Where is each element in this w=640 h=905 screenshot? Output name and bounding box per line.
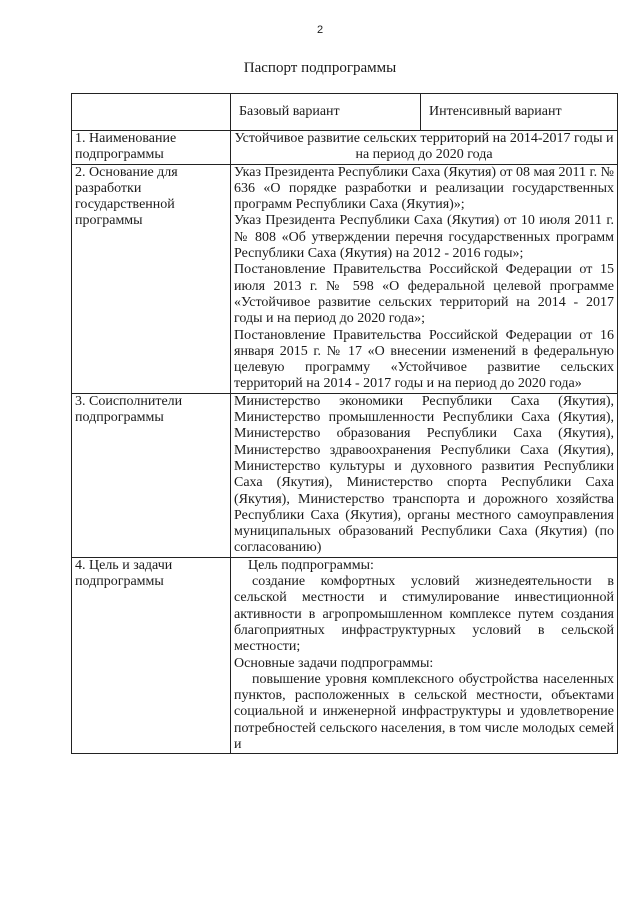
row-label: 3. Соисполнители подпрограммы [72, 393, 231, 557]
content-paragraph: повышение уровня комплексного обустройства населенных пунктов, расположенных в сельской местности, объектами социальной и инженерной инфраструктуры и удовлетворение потребностей сельского населения, в том числе молодых семей и [234, 671, 614, 752]
content-paragraph: Основные задачи подпрограммы: [234, 655, 434, 671]
document-title: Паспорт подпрограммы [243, 60, 397, 76]
content-paragraph: Цель подпрограммы: [248, 557, 374, 573]
table-row-goals [72, 557, 618, 754]
header-cell-base-variant: Базовый вариант [231, 94, 421, 131]
table-row-name [72, 131, 618, 165]
content-paragraph: Указ Президента Республики Саха (Якутия) от 08 мая 2011 г. № 636 «О порядке разработки и реализации государственных программ Республики Саха (Якутия)»; [234, 164, 614, 213]
table-row-basis [72, 164, 618, 393]
header-cell-intensive-variant: Интенсивный вариант [421, 94, 618, 131]
content-paragraph: Устойчивое развитие сельских территорий на 2014-2017 годы и на период до 2020 года [234, 131, 614, 163]
row-label: 2. Основание для разработки государственной программы [72, 164, 231, 393]
page-number: 2 [316, 24, 324, 36]
content-paragraph: Указ Президента Республики Саха (Якутия) от 10 июля 2011 г. № 808 «Об утверждении перечня государственных программ Республики Саха (Якутия) на 2012 - 2016 годы»; [234, 213, 614, 262]
row-content [231, 557, 618, 754]
passport-table [71, 93, 618, 754]
row-content [231, 164, 618, 393]
table-header-row [72, 94, 618, 131]
content-paragraph: создание комфортных условий жизнедеятельности в сельской местности и стимулирование инвестиционной активности в агропромышленном комплексе путем создания благоприятных инфраструктурных условий в сельской местности; [234, 574, 614, 655]
content-paragraph: Министерство экономики Республики Саха (Якутия), Министерство промышленности Республики Саха (Якутия), Министерство образования Республики Саха (Якутия), Министерство здравоохранения Республики Саха (Якутия), Министерство культуры и духовного развития Республики Саха (Якутия), Министерство спорта Республики Саха (Якутия), Министерство транспорта и дорожного хозяйства Республики Саха (Якутия), органы местного самоуправления муниципальных образований Республики Саха (Якутия) (по согласованию) [234, 393, 614, 556]
table-row-co-executors [72, 393, 618, 557]
row-label: 1. Наименование подпрограммы [72, 131, 231, 165]
header-cell-empty [72, 94, 231, 131]
row-content [231, 393, 618, 557]
content-paragraph: Постановление Правительства Российской Федерации от 16 января 2015 г. № 17 «О внесении изменений в федеральную целевую программу «Устойчивое развитие сельских территорий на 2014 - 2017 годы и на период до 2020 года» [234, 327, 614, 392]
row-content [231, 131, 618, 165]
row-label: 4. Цель и задачи подпрограммы [72, 557, 231, 754]
content-paragraph: Постановление Правительства Российской Федерации от 15 июля 2013 г. № 598 «О федеральной целевой программе «Устойчивое развитие сельских территорий на 2014 - 2017 годы и на период до 2020 года»; [234, 262, 614, 327]
